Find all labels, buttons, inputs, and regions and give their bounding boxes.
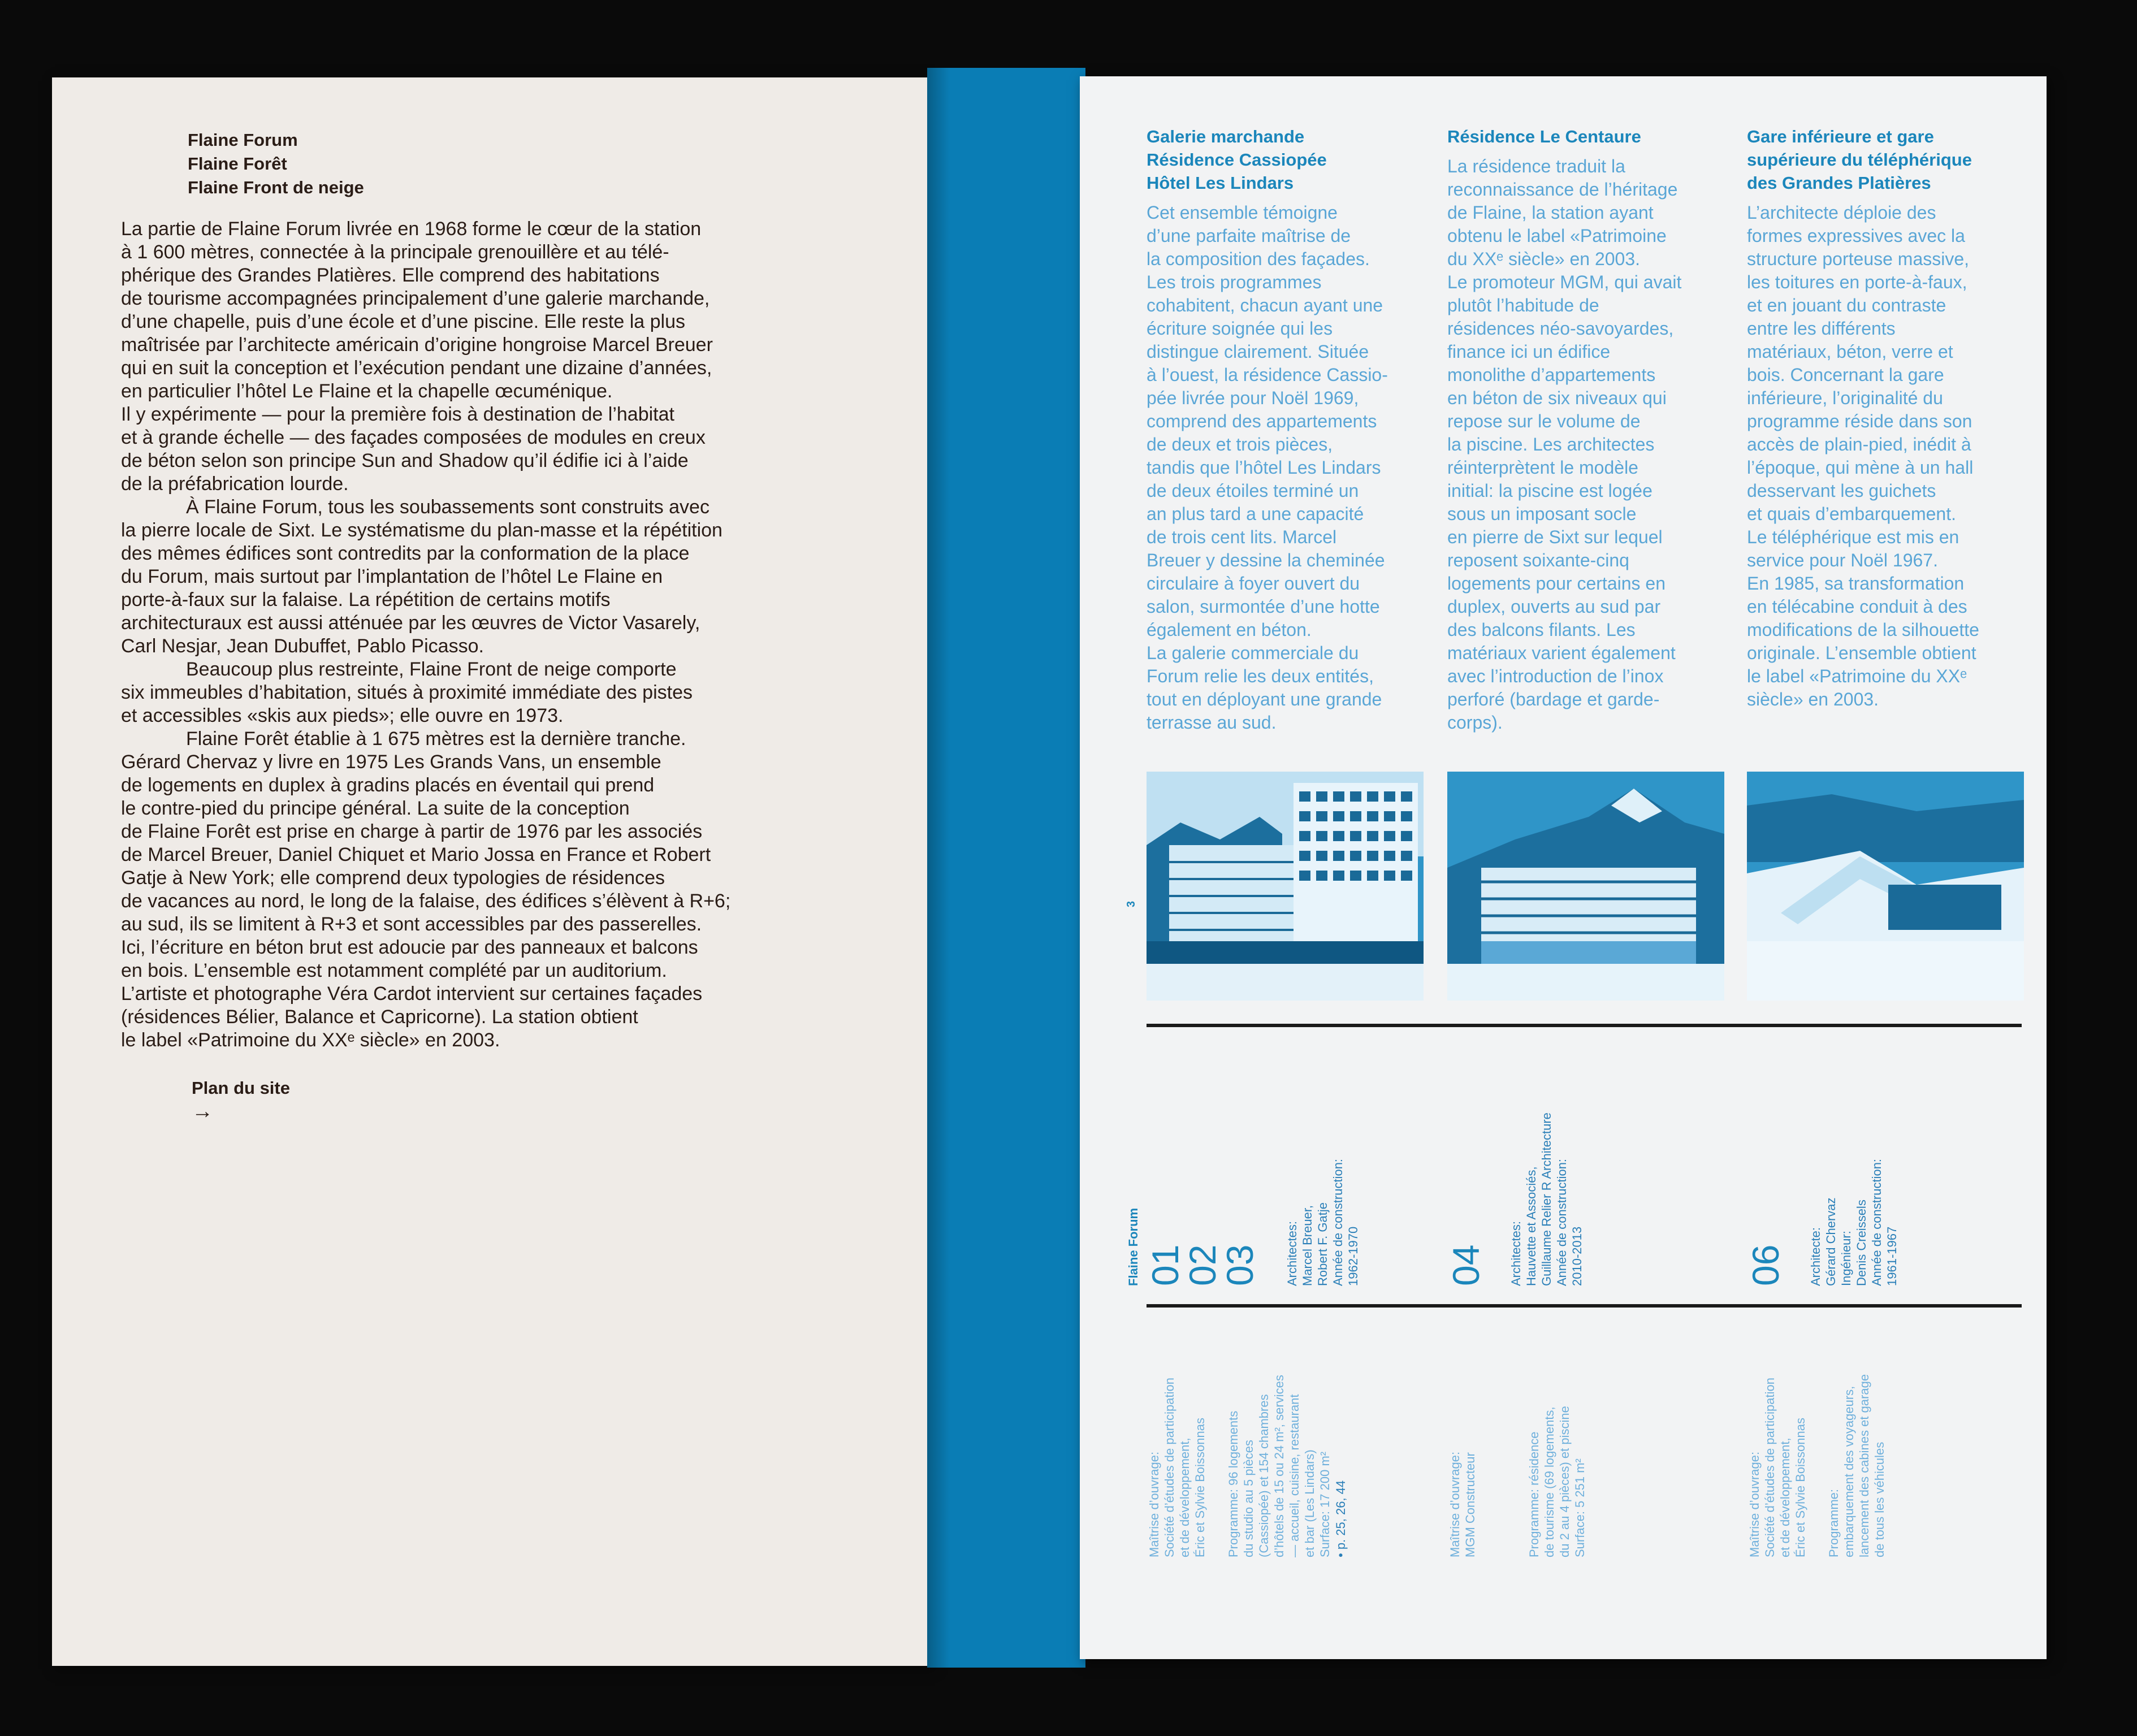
text-line: Marcel Breuer,	[1300, 1205, 1314, 1286]
heading-flaine-foret: Flaine Forêt	[188, 154, 287, 174]
text-line: de deux et trois pièces,	[1147, 434, 1333, 454]
text-line: Flaine Forêt établie à 1 675 mètres est la dernière tranche.	[186, 728, 686, 750]
text-line: Société d’études de participation	[1763, 1378, 1777, 1557]
entry-numbers	[1144, 1244, 1261, 1286]
text-line: (Cassiopée) et 154 chambres	[1257, 1394, 1271, 1557]
heading-line: Gare inférieure et gare	[1747, 127, 1934, 146]
text-line: embarquement des voyageurs,	[1842, 1386, 1856, 1557]
text-line: du 2 au 4 pièces) et piscine	[1558, 1406, 1572, 1557]
text-line: entre les différents	[1747, 318, 1896, 339]
text-line: du studio au 5 pièces	[1241, 1440, 1256, 1557]
text-line: matériaux, béton, verre et	[1747, 341, 1953, 362]
column-3-heading	[1747, 125, 2030, 194]
text-line: le label «Patrimoine du XXᵉ	[1747, 666, 1967, 686]
architects-info	[1508, 1112, 1585, 1286]
text-line: cohabitent, chacun ayant une	[1147, 295, 1383, 315]
programme-info	[1526, 1406, 1587, 1557]
text-line: L’artiste et photographe Véra Cardot intervient sur certaines façades	[121, 983, 703, 1005]
text-line: Année de construction:	[1870, 1158, 1884, 1286]
heading-line: Galerie marchande	[1147, 127, 1305, 146]
text-line: de deux étoiles terminé un	[1147, 480, 1359, 501]
text-line: (résidences Bélier, Balance et Capricorne). La station obtient	[121, 1006, 638, 1028]
text-line: reposent soixante-cinq	[1447, 550, 1629, 570]
entry-number: 02	[1182, 1244, 1223, 1286]
text-line: la pierre locale de Sixt. Le systématisme du plan-masse et la répétition	[121, 519, 723, 541]
text-line: programme réside dans son	[1747, 411, 1972, 431]
text-line: modifications de la silhouette	[1747, 620, 1979, 640]
text-line: structure porteuse massive,	[1747, 249, 1970, 269]
text-line: Les trois programmes	[1147, 272, 1322, 292]
text-line: sous un imposant socle	[1447, 504, 1637, 524]
text-line: Éric et Sylvie Boissonnas	[1793, 1418, 1807, 1557]
text-line: MGM Constructeur	[1463, 1452, 1477, 1557]
text-line: Maîtrise d’ouvrage:	[1448, 1451, 1462, 1557]
text-line: Le téléphérique est mis en	[1747, 527, 1959, 547]
text-line: Beaucoup plus restreinte, Flaine Front de neige comporte	[186, 659, 677, 680]
text-line: et de développement,	[1778, 1438, 1792, 1557]
blue-spine	[927, 68, 1085, 1668]
left-body-text	[121, 218, 856, 1052]
text-line: et bar (Les Lindars)	[1303, 1449, 1317, 1557]
column-3-text	[1747, 201, 2030, 711]
text-line: Denis Creissels	[1854, 1200, 1868, 1286]
text-line: six immeubles d’habitation, situés à proximité immédiate des pistes	[121, 682, 693, 703]
text-line: Programme: résidence	[1527, 1431, 1541, 1557]
spine-shadow	[927, 68, 950, 1668]
text-line: Breuer y dessine la cheminée	[1147, 550, 1385, 570]
heading-line: supérieure du téléphérique	[1747, 150, 1972, 170]
text-line: corps).	[1447, 712, 1503, 733]
text-line: an plus tard a une capacité	[1147, 504, 1364, 524]
text-line: reconnaissance de l’héritage	[1447, 179, 1678, 200]
text-line: architecturaux est aussi atténuée par les œuvres de Victor Vasarely,	[121, 612, 700, 634]
text-line: de logements en duplex à gradins placés en éventail qui prend	[121, 774, 655, 796]
programme-info	[1226, 1375, 1333, 1557]
text-line: Forum relie les deux entités,	[1147, 666, 1374, 686]
text-line: en particulier l’hôtel Le Flaine et la chapelle œcuménique.	[121, 380, 613, 402]
text-line: service pour Noël 1967.	[1747, 550, 1938, 570]
column-1-text	[1147, 201, 1429, 734]
left-paragraph	[121, 218, 856, 496]
entry-numbers	[1747, 1245, 1784, 1286]
architects-info	[1284, 1159, 1361, 1286]
programme-info	[1826, 1374, 1887, 1557]
column-2-text	[1447, 155, 1730, 734]
page-number: 3	[1125, 901, 1137, 907]
heading-flaine-front: Flaine Front de neige	[188, 178, 364, 197]
text-line: repose sur le volume de	[1447, 411, 1641, 431]
text-line: écriture soignée qui les	[1147, 318, 1333, 339]
text-line: les toitures en porte-à-faux,	[1747, 272, 1967, 292]
text-line: du XXᵉ siècle» en 2003.	[1447, 249, 1641, 269]
text-line: La résidence traduit la	[1447, 156, 1625, 176]
text-line: de Flaine, la station ayant	[1447, 202, 1654, 223]
text-line: en bois. L’ensemble est notamment complété par un auditorium.	[121, 960, 667, 981]
text-line: Flaine Forum	[1126, 1207, 1140, 1286]
text-line: la composition des façades.	[1147, 249, 1370, 269]
text-line: terrasse au sud.	[1147, 712, 1277, 733]
text-line: plutôt l’habitude de	[1447, 295, 1599, 315]
entry-numbers	[1447, 1245, 1485, 1286]
entry-number: 04	[1445, 1244, 1487, 1286]
entry-number: 01	[1144, 1244, 1186, 1286]
text-line: L’architecte déploie des	[1747, 202, 1936, 223]
owner-info	[1147, 1378, 1208, 1557]
entry-number: 06	[1745, 1244, 1786, 1286]
text-line: Architectes:	[1509, 1221, 1523, 1286]
text-line: bois. Concernant la gare	[1747, 365, 1944, 385]
text-line: La partie de Flaine Forum livrée en 1968 forme le cœur de la station	[121, 218, 702, 240]
text-line: en béton de six niveaux qui	[1447, 388, 1667, 408]
text-line: 2010-2013	[1570, 1226, 1584, 1286]
text-line: de tourisme (69 logements,	[1542, 1406, 1556, 1557]
text-line: lancement des cabines et garage	[1857, 1374, 1871, 1557]
text-line: La galerie commerciale du	[1147, 643, 1359, 663]
text-line: Année de construction:	[1331, 1158, 1345, 1286]
left-paragraph	[121, 728, 856, 1052]
divider-bottom	[1147, 1304, 2022, 1308]
heading-line: Hôtel Les Lindars	[1147, 173, 1294, 193]
text-line: distingue clairement. Située	[1147, 341, 1369, 362]
entry-number: 03	[1219, 1244, 1261, 1286]
plan-du-site-label: Plan du site	[192, 1078, 290, 1098]
text-line: matériaux varient également	[1447, 643, 1676, 663]
text-line: desservant les guichets	[1747, 480, 1936, 501]
owner-info	[1747, 1378, 1808, 1557]
text-line: Gérard Chervaz	[1824, 1197, 1838, 1286]
text-line: Société d’études de participation	[1162, 1378, 1176, 1557]
photo-gare-telepherique	[1747, 772, 2024, 1001]
text-line: de tourisme accompagnées principalement d’une galerie marchande,	[121, 288, 710, 309]
text-line: Hauvette et Associés,	[1524, 1166, 1538, 1286]
text-line: maîtrisée par l’architecte américain d’origine hongroise Marcel Breuer	[121, 334, 713, 356]
text-line: du Forum, mais surtout par l’implantation de l’hôtel Le Flaine en	[121, 566, 663, 587]
text-line: originale. L’ensemble obtient	[1747, 643, 1976, 663]
text-line: de vacances au nord, le long de la falaise, des édifices s’élèvent à R+6;	[121, 890, 731, 912]
text-line: salon, surmontée d’une hotte	[1147, 596, 1380, 617]
text-line: à 1 600 mètres, connectée à la principale grenouillère et au télé-	[121, 241, 669, 263]
text-line: de trois cent lits. Marcel	[1147, 527, 1337, 547]
heading-flaine-forum: Flaine Forum	[188, 130, 298, 150]
text-line: finance ici un édifice	[1447, 341, 1611, 362]
text-line: inférieure, l’originalité du	[1747, 388, 1943, 408]
text-line: et quais d’embarquement.	[1747, 504, 1956, 524]
text-line: comprend des appartements	[1147, 411, 1377, 431]
text-line: — accueil, cuisine, restaurant	[1287, 1394, 1301, 1557]
text-line: l’époque, qui mène à un hall	[1747, 457, 1974, 478]
text-line: Le promoteur MGM, qui avait	[1447, 272, 1682, 292]
text-line: Maîtrise d’ouvrage:	[1147, 1451, 1161, 1557]
right-page	[1080, 76, 2047, 1659]
text-line: tandis que l’hôtel Les Lindars	[1147, 457, 1381, 478]
text-line: perforé (bardage et garde-	[1447, 689, 1660, 709]
text-line: réinterprètent le modèle	[1447, 457, 1638, 478]
text-line: le contre-pied du principe général. La suite de la conception	[121, 798, 630, 819]
text-line: qui en suit la conception et l’exécution pendant une dizaine d’années,	[121, 357, 712, 379]
left-page	[52, 77, 931, 1666]
photo-residence-le-centaure	[1447, 772, 1724, 1001]
text-line: de Marcel Breuer, Daniel Chiquet et Mario Jossa en France et Robert	[121, 844, 711, 865]
left-paragraph	[121, 496, 856, 658]
text-line: circulaire à foyer ouvert du	[1147, 573, 1360, 594]
text-line: en télécabine conduit à des	[1747, 596, 1967, 617]
text-line: À Flaine Forum, tous les soubassements sont construits avec	[186, 496, 710, 518]
text-line: En 1985, sa transformation	[1747, 573, 1965, 594]
text-line: obtenu le label «Patrimoine	[1447, 226, 1667, 246]
column-2	[1447, 125, 1730, 734]
text-line: Gatje à New York; elle comprend deux typologies de résidences	[121, 867, 665, 889]
text-line: Programme: 96 logements	[1226, 1410, 1240, 1557]
section-label	[1126, 1208, 1141, 1286]
text-line: Cet ensemble témoigne	[1147, 202, 1338, 223]
text-line: à l’ouest, la résidence Cassio-	[1147, 365, 1388, 385]
column-2-heading	[1447, 125, 1730, 148]
text-line: initial: la piscine est logée	[1447, 480, 1653, 501]
column-3	[1747, 125, 2030, 711]
heading-line: Résidence Le Centaure	[1447, 127, 1641, 146]
text-line: 1962-1970	[1346, 1226, 1360, 1286]
text-line: des mêmes édifices sont contredits par la conformation de la place	[121, 543, 690, 564]
heading-line: Résidence Cassiopée	[1147, 150, 1327, 170]
text-line: Ingénieur:	[1839, 1231, 1853, 1286]
text-line: duplex, ouverts au sud par	[1447, 596, 1661, 617]
text-line: Année de construction:	[1555, 1158, 1569, 1286]
column-1-heading	[1147, 125, 1429, 194]
text-line: et accessibles «skis aux pieds»; elle ouvre en 1973.	[121, 705, 564, 726]
left-headings	[188, 128, 364, 200]
architects-info	[1808, 1159, 1900, 1286]
text-line: de la préfabrication lourde.	[121, 473, 349, 495]
text-line: des balcons filants. Les	[1447, 620, 1636, 640]
text-line: Guillaume Relier R Architecture	[1539, 1112, 1554, 1286]
heading-line: des Grandes Platières	[1747, 173, 1931, 193]
arrow-right-icon: →	[192, 1099, 213, 1123]
text-line: d’une parfaite maîtrise de	[1147, 226, 1351, 246]
text-line: d’une chapelle, puis d’une école et d’une piscine. Elle reste la plus	[121, 311, 685, 332]
text-line: Architectes:	[1285, 1221, 1299, 1286]
page-references	[1333, 1480, 1348, 1557]
text-line: Programme:	[1827, 1488, 1841, 1557]
owner-info	[1447, 1452, 1478, 1557]
text-line: et en jouant du contraste	[1747, 295, 1946, 315]
text-line: au sud, ils se limitent à R+3 et sont accessibles par des passerelles.	[121, 914, 702, 935]
text-line: Il y expérimente — pour la première fois à destination de l’habitat	[121, 404, 674, 425]
text-line: tout en déployant une grande	[1147, 689, 1382, 709]
text-line: Éric et Sylvie Boissonnas	[1193, 1418, 1207, 1557]
text-line: accès de plain-pied, inédit à	[1747, 434, 1971, 454]
text-line: en pierre de Sixt sur lequel	[1447, 527, 1663, 547]
text-line: logements pour certains en	[1447, 573, 1666, 594]
text-line: Surface: 5 251 m²	[1573, 1458, 1587, 1557]
text-line: Ici, l’écriture en béton brut est adoucie par des panneaux et balcons	[121, 937, 698, 958]
text-line: de tous les véhicules	[1872, 1441, 1887, 1557]
photo-hotel-les-lindars	[1147, 772, 1424, 1001]
text-line: de Flaine Forêt est prise en charge à partir de 1976 par les associés	[121, 821, 703, 842]
text-line: le label «Patrimoine du XXᵉ siècle» en 2003.	[121, 1029, 500, 1051]
text-line: 1961-1967	[1885, 1226, 1899, 1286]
text-line: Gérard Chervaz y livre en 1975 Les Grands Vans, un ensemble	[121, 751, 661, 773]
divider-top	[1147, 1024, 2022, 1027]
column-1	[1147, 125, 1429, 734]
text-line: Surface: 17 200 m²	[1318, 1451, 1332, 1557]
text-line: siècle» en 2003.	[1747, 689, 1879, 709]
text-line: et de développement,	[1178, 1438, 1192, 1557]
text-line: Robert F. Gatje	[1316, 1202, 1330, 1286]
text-line: • p. 25, 26, 44	[1334, 1480, 1348, 1557]
text-line: de béton selon son principe Sun and Shadow qu’il édifie ici à l’aide	[121, 450, 689, 471]
text-line: la piscine. Les architectes	[1447, 434, 1655, 454]
text-line: phérique des Grandes Platières. Elle comprend des habitations	[121, 265, 660, 286]
text-line: porte-à-faux sur la falaise. La répétition de certains motifs	[121, 589, 611, 611]
text-line: monolithe d’appartements	[1447, 365, 1656, 385]
text-line: et à grande échelle — des façades composées de modules en creux	[121, 427, 706, 448]
text-line: également en béton.	[1147, 620, 1312, 640]
text-line: d’hôtels de 15 ou 24 m², services	[1272, 1375, 1286, 1557]
left-paragraph	[121, 658, 856, 728]
text-line: Architecte:	[1809, 1227, 1823, 1286]
text-line: pée livrée pour Noël 1969,	[1147, 388, 1359, 408]
text-line: Carl Nesjar, Jean Dubuffet, Pablo Picasso.	[121, 635, 484, 657]
text-line: formes expressives avec la	[1747, 226, 1965, 246]
text-line: avec l’introduction de l’inox	[1447, 666, 1664, 686]
text-line: résidences néo-savoyardes,	[1447, 318, 1674, 339]
text-line: Maîtrise d’ouvrage:	[1747, 1451, 1762, 1557]
